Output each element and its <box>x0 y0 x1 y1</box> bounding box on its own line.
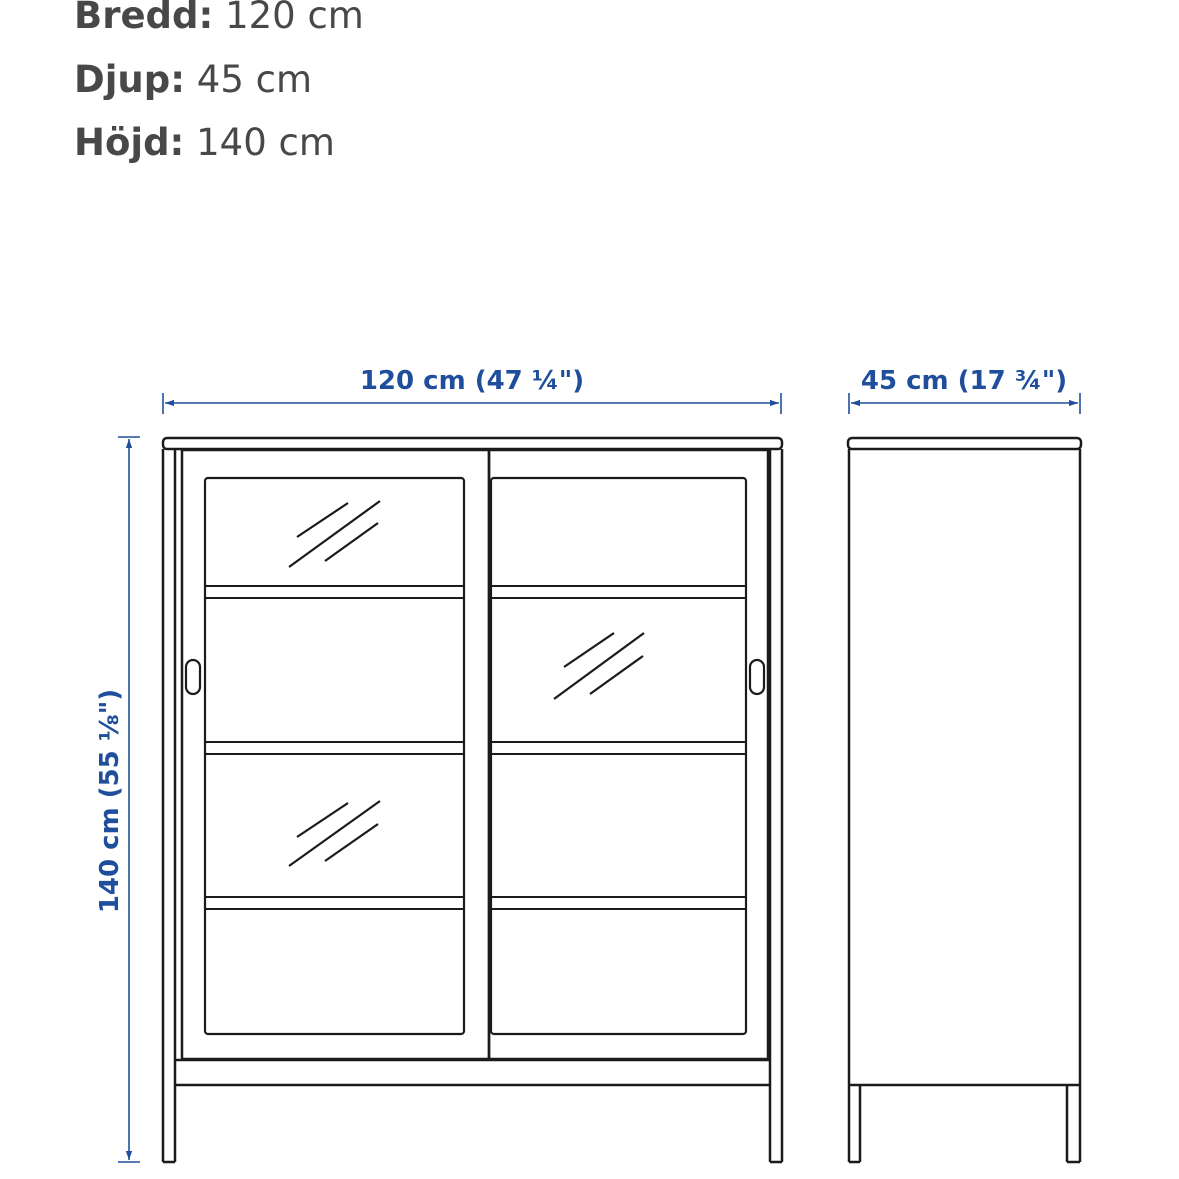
width-label: 120 cm (47 ¼") <box>359 366 585 396</box>
height-dimension <box>95 437 140 1162</box>
left-door-glass <box>205 478 464 1034</box>
shelf <box>205 897 464 909</box>
right-door-handle <box>750 660 764 694</box>
spec-label: Höjd: <box>74 121 185 164</box>
spec-label: Djup: <box>74 58 186 101</box>
cabinet-front-view <box>163 438 782 1162</box>
spec-value: 140 cm <box>184 121 335 164</box>
width-dimension <box>163 366 781 414</box>
depth-label: 45 cm (17 ¾") <box>860 366 1068 396</box>
spec-label: Bredd: <box>74 0 214 37</box>
glass-reflection-icon <box>289 501 380 567</box>
left-door-handle <box>186 660 200 694</box>
glass-reflection-icon <box>554 633 644 699</box>
right-door-glass <box>491 478 746 1034</box>
glass-reflection-icon <box>289 801 380 866</box>
depth-dimension <box>849 366 1080 414</box>
shelf <box>205 586 464 598</box>
shelf <box>491 742 746 754</box>
spec-value: 45 cm <box>185 58 313 101</box>
shelf <box>491 586 746 598</box>
cabinet-top <box>163 438 782 449</box>
height-label: 140 cm (55 ⅛") <box>95 688 125 914</box>
shelf <box>205 742 464 754</box>
spec-value: 120 cm <box>213 0 364 37</box>
shelf <box>491 897 746 909</box>
side-top <box>848 438 1081 449</box>
cabinet-side-view <box>848 438 1081 1162</box>
